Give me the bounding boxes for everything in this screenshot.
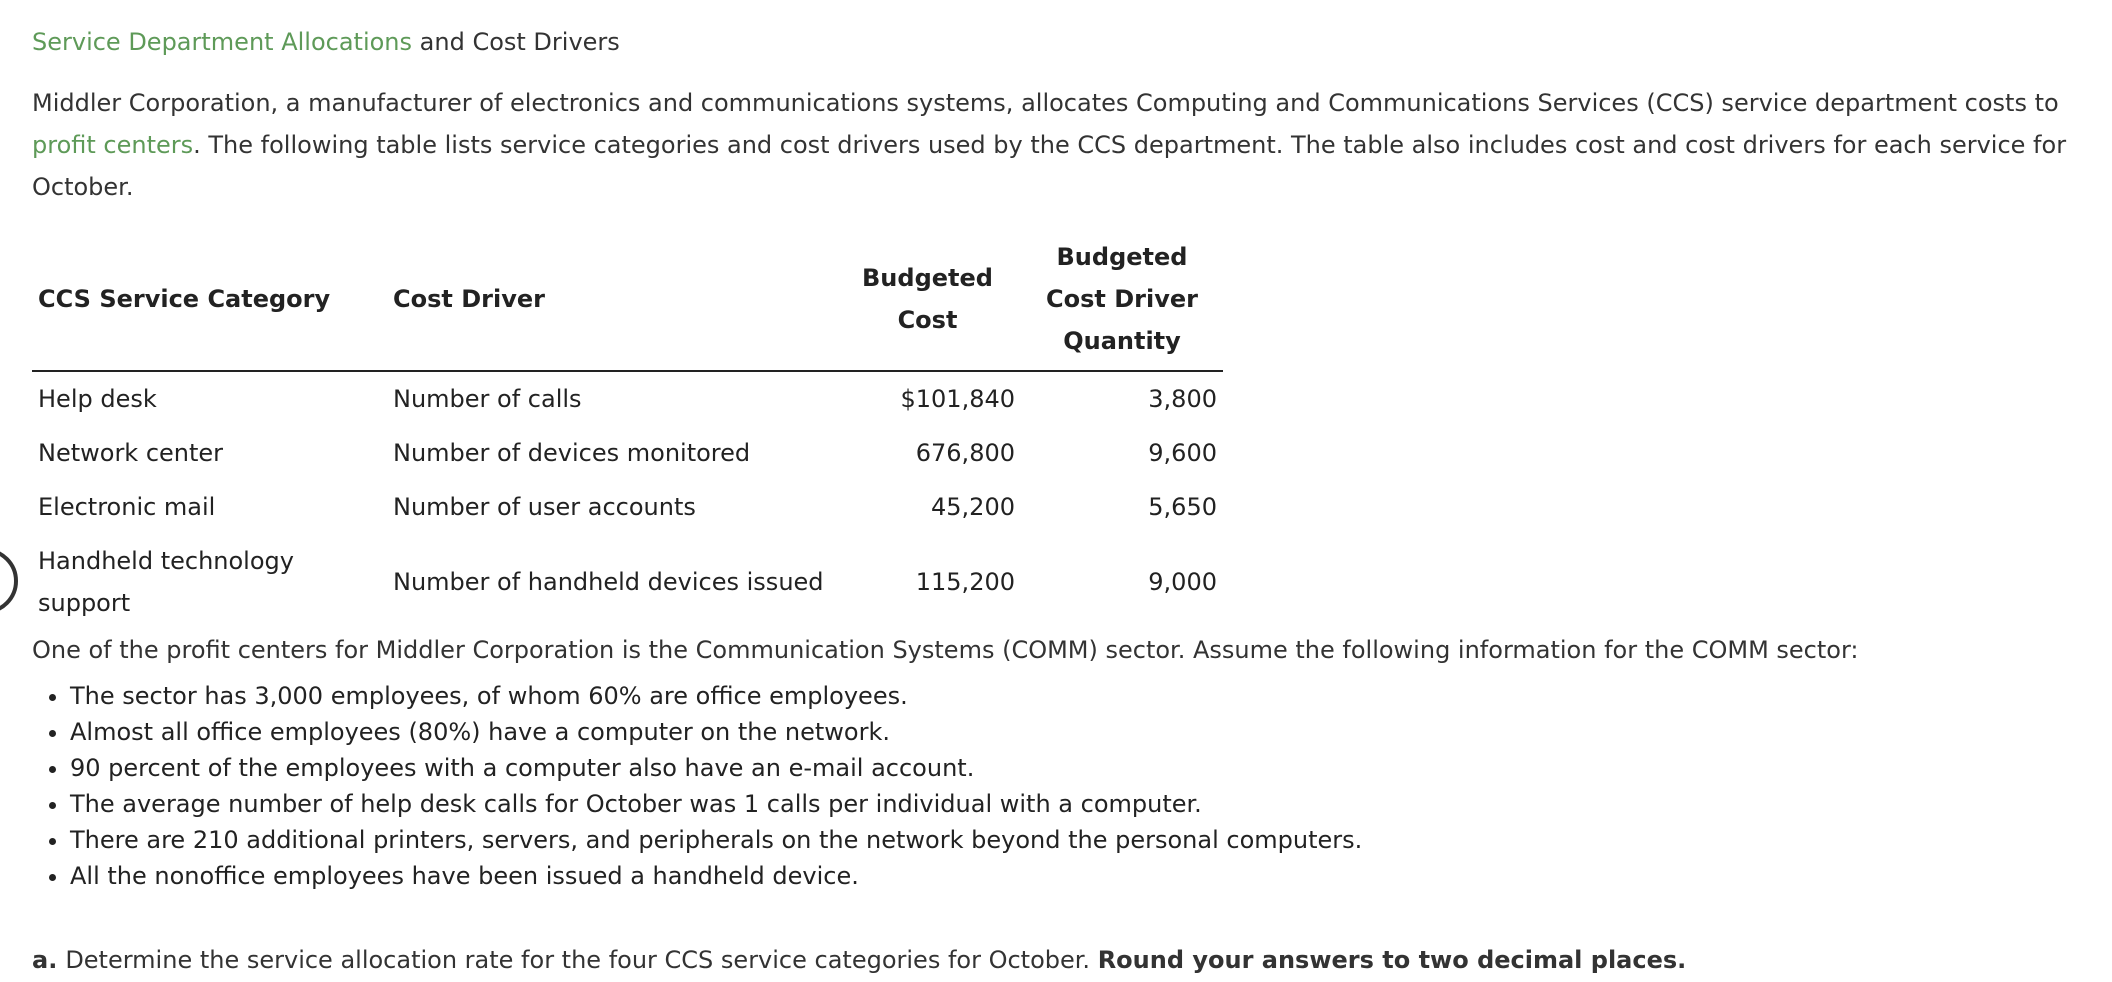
cell-category: Handheld technology support bbox=[38, 547, 294, 617]
intro-text-before: Middler Corporation, a manufacturer of electronics and communications systems, allocates Computing and Communications Services (CCS) service department costs to bbox=[32, 89, 2059, 117]
list-item: • Almost all office employees (80%) have a computer on the network. bbox=[70, 714, 1362, 750]
cell-driver: Number of calls bbox=[393, 385, 582, 413]
cell-category: Network center bbox=[38, 439, 224, 467]
cell-driver: Number of handheld devices issued bbox=[393, 568, 824, 596]
question-text: Determine the service allocation rate for the four CCS service categories for October. bbox=[65, 946, 1091, 974]
list-item: • There are 210 additional printers, servers, and peripherals on the network beyond the personal computers. bbox=[70, 822, 1362, 858]
table-row bbox=[32, 534, 1223, 630]
header-category: CCS Service Category bbox=[32, 226, 387, 371]
comm-assumptions-list bbox=[32, 678, 1362, 894]
cell-cost: 45,200 bbox=[931, 493, 1015, 521]
cell-driver: Number of devices monitored bbox=[393, 439, 751, 467]
cell-cost: 676,800 bbox=[915, 439, 1015, 467]
cell-quantity: 3,800 bbox=[1148, 385, 1217, 413]
header-cost: Budgeted Cost bbox=[834, 226, 1021, 371]
profit-centers-link[interactable]: profit centers bbox=[32, 131, 194, 159]
list-item: • The average number of help desk calls for October was 1 calls per individual with a computer. bbox=[70, 786, 1362, 822]
table-row bbox=[32, 426, 1223, 480]
table-header-row bbox=[32, 226, 1223, 371]
list-item: • All the nonoffice employees have been issued a handheld device. bbox=[70, 858, 1362, 894]
cell-cost: $101,840 bbox=[900, 385, 1015, 413]
title-link[interactable]: Service Department Allocations bbox=[32, 28, 413, 56]
cell-category: Help desk bbox=[38, 385, 157, 413]
question-label: a. bbox=[32, 946, 58, 974]
page-content bbox=[32, 22, 2092, 974]
title-rest: and Cost Drivers bbox=[419, 28, 620, 56]
header-driver: Cost Driver bbox=[387, 226, 834, 371]
cell-driver: Number of user accounts bbox=[393, 493, 696, 521]
table-row bbox=[32, 371, 1223, 426]
list-item: • 90 percent of the employees with a computer also have an e-mail account. bbox=[70, 750, 1362, 786]
list-item: • The sector has 3,000 employees, of whom 60% are office employees. bbox=[70, 678, 1362, 714]
cell-category: Electronic mail bbox=[38, 493, 216, 521]
intro-text-after: . The following table lists service categories and cost drivers used by the CCS department. The table also includes cost and cost drivers for each service for October. bbox=[32, 131, 2067, 201]
header-quantity: Budgeted Cost Driver Quantity bbox=[1021, 226, 1223, 371]
page-title bbox=[32, 22, 2092, 62]
table-row bbox=[32, 480, 1223, 534]
intro-paragraph bbox=[32, 82, 2092, 208]
comm-sector-intro: One of the profit centers for Middler Corporation is the Communication Systems (COMM) sector. Assume the following information for the COMM sector: bbox=[32, 636, 1859, 664]
cell-quantity: 5,650 bbox=[1148, 493, 1217, 521]
cell-quantity: 9,600 bbox=[1148, 439, 1217, 467]
cell-cost: 115,200 bbox=[915, 568, 1015, 596]
edge-circle-control[interactable] bbox=[0, 548, 18, 614]
question-a bbox=[32, 940, 1686, 980]
question-instruction: Round your answers to two decimal places. bbox=[1097, 946, 1687, 974]
ccs-cost-table bbox=[32, 226, 1223, 630]
cell-quantity: 9,000 bbox=[1148, 568, 1217, 596]
